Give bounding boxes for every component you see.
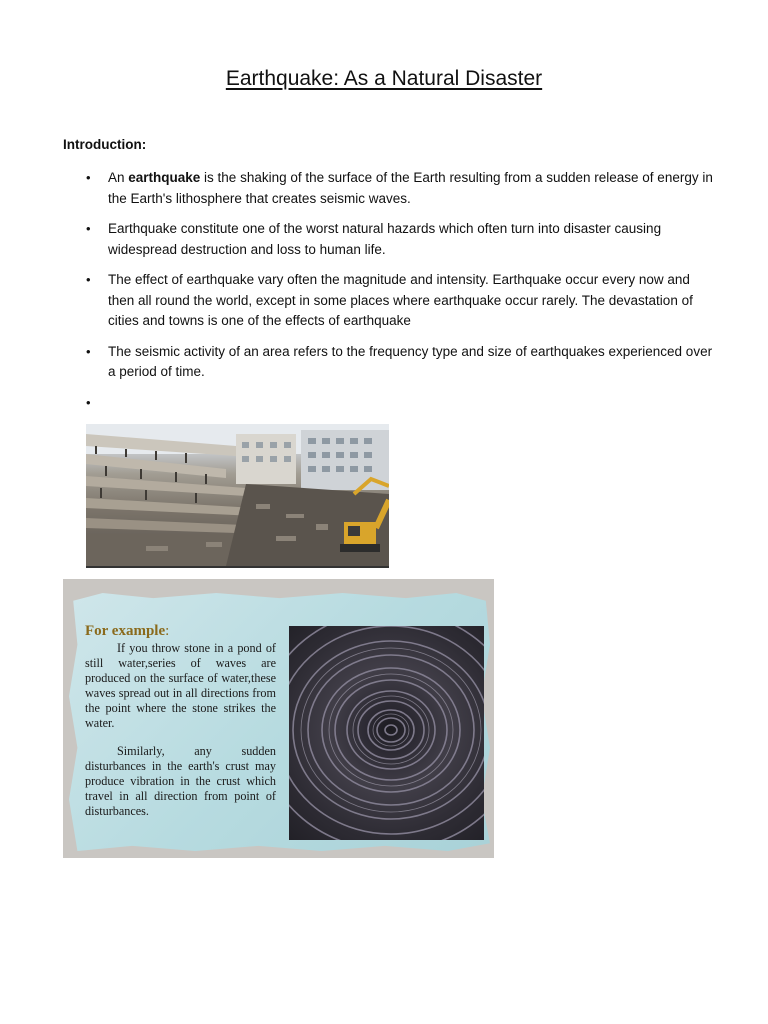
list-item: • Earthquake constitute one of the worst natural hazards which often turn into disaster causing widespread destruction and loss to human life. [84,219,714,260]
example-paragraph: Similarly, any sudden disturbances in the earth's crust may produce vibration in the crust which travel in all direction from point of disturbances. [85,744,276,818]
ripple-rings [289,626,484,840]
example-text [85,641,276,832]
bold-term: earthquake [128,170,201,185]
page-title: Earthquake: As a Natural Disaster [225,67,543,90]
water-ripple-image [289,626,484,840]
bullet-list [84,168,714,423]
example-graphic [63,579,494,858]
earthquake-rubble-photo [86,424,389,568]
list-item [84,393,714,413]
list-item: • An earthquake is the shaking of the surface of the Earth resulting from a sudden release of energy in the Earth's lithosphere that creates seismic waves. [84,168,714,209]
intro-heading: Introduction: [63,137,147,152]
example-paragraph: If you throw stone in a pond of still water,series of waves are produced on the surface of water,these waves spread out in all directions from the point where the stone strikes the water. [85,641,276,730]
rubble-illustration [86,424,389,566]
list-item: • The effect of earthquake vary often the magnitude and intensity. Earthquake occur every now and then all round the world, except in some places where earthquake occur rarely. The devastation of cities and towns is one of the effects of earthquake [84,270,714,332]
example-heading: For example: [85,623,170,639]
list-item: • The seismic activity of an area refers to the frequency type and size of earthquakes experienced over a period of time. [84,342,714,383]
